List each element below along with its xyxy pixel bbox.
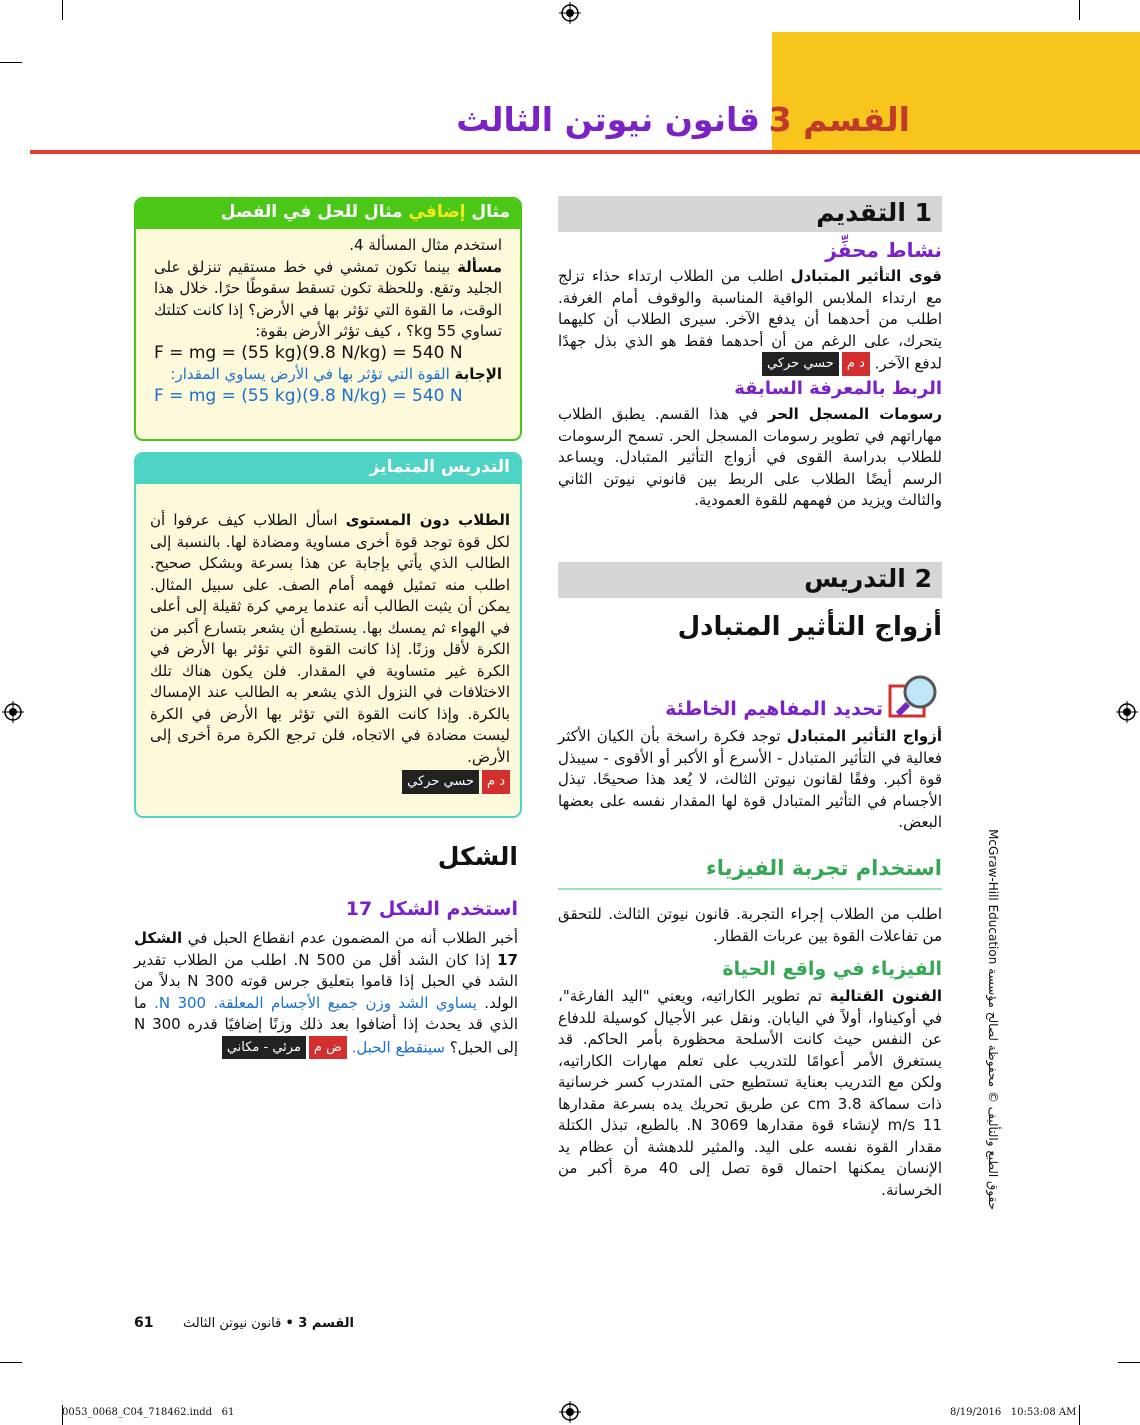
teach-section-bar xyxy=(558,562,942,598)
footer-label-bold: القسم 3 • xyxy=(285,1316,354,1331)
figure-text-2: إذا كان الشد أقل من 500 N. اطلب من الطلاب تقدير الشد في الحبل إذا قاموا بتعليق جرس قوته 300 N بدلاً من الولد. xyxy=(134,950,519,1012)
crop-mark xyxy=(0,62,22,63)
page-title: قانون نيوتن الثالث xyxy=(456,100,760,139)
answer-bold: الإجابة xyxy=(454,365,502,383)
figure-text-1: أخبر الطلاب أنه من المضمون عدم انقطاع الحبل في xyxy=(182,929,518,947)
misconception-text: توجد فكرة راسخة بأن الكيان الأكثر فعالية في التأثير المتبادل - الأسرع أو الأكبر أو الأقوى - سيبذل قوة أكبر. وفقًا لقانون نيوتن الثالث، لا يُعد هذا صحيحًا. تبذل الأجسام في التأثير المتبادل قوة لها المقدار نفسه على بعضها البعض. xyxy=(558,727,942,831)
differentiated-bold: الطلاب دون المستوى xyxy=(345,511,510,529)
figure-use-title: استخدم الشكل 17 xyxy=(345,898,518,920)
example-box-header xyxy=(136,199,520,229)
example-equation: F = mg = (55 kg)(9.8 N/kg) = 540 N xyxy=(154,342,463,363)
registration-mark-icon xyxy=(559,1401,581,1423)
teach-subheading: أزواج التأثير المتبادل xyxy=(677,612,942,642)
example-header-accent: إضافي xyxy=(408,202,466,222)
section-label: القسم 3 xyxy=(768,100,910,139)
activity-title: نشاط محفِّز xyxy=(825,238,942,262)
crop-mark xyxy=(0,1362,22,1363)
figure-text-4: ما الذي قد يحدث إذا أضافوا بعد ذلك وزنًا إضافيًا قدره 300 N إلى الحبل؟ xyxy=(134,993,518,1056)
slug-right: 8/19/2016 10:53:08 AM xyxy=(950,1407,1077,1418)
example-header-suffix: مثال للحل في الفصل xyxy=(220,202,409,222)
prior-bold: رسومات المسجل الحر xyxy=(767,405,942,423)
figure-text-1-bold: الشكل 17 xyxy=(134,929,518,969)
badge-level: د م xyxy=(482,770,510,794)
example-body xyxy=(136,229,520,407)
differentiated-body xyxy=(136,484,520,794)
example-box xyxy=(134,197,522,441)
differentiated-header: التدريس المتمايز xyxy=(136,454,520,484)
example-problem xyxy=(154,257,502,343)
crop-mark xyxy=(1079,0,1080,20)
registration-mark-icon xyxy=(559,2,581,24)
page-number: 61 xyxy=(134,1315,154,1331)
misconception-bold: أزواج التأثير المتبادل xyxy=(786,727,942,745)
physics-paragraph: اطلب من الطلاب إجراء التجربة. قانون نيوتن الثالث. للتحقق من تفاعلات القوة بين عربات القطار. xyxy=(558,905,942,945)
real-life-title: الفيزياء في واقع الحياة xyxy=(722,958,942,980)
badge-style: حسي حركي xyxy=(402,770,479,794)
activity-paragraph xyxy=(558,266,942,376)
badge-style: حسي حركي xyxy=(762,352,839,376)
prior-paragraph xyxy=(558,404,942,512)
misconception-paragraph xyxy=(558,726,942,834)
figure-text-5: سينقطع الحبل. xyxy=(351,1037,445,1056)
prior-title: الربط بالمعرفة السابقة xyxy=(734,378,942,399)
figure-text-3: يساوي الشد وزن جميع الأجسام المعلقة. 300 N. xyxy=(154,993,477,1012)
example-answer xyxy=(154,364,502,386)
crop-mark xyxy=(1079,1405,1080,1425)
header-rule xyxy=(30,150,1140,154)
crop-mark xyxy=(62,0,63,20)
activity-bold: قوى التأثير المتبادل xyxy=(790,267,942,285)
answer-text: القوة التي تؤثر بها في الأرض يساوي المقدار: xyxy=(170,365,455,383)
registration-mark-icon xyxy=(1116,701,1138,723)
example-use-text: استخدم مثال المسألة 4. xyxy=(349,236,502,254)
example-header-prefix: مثال xyxy=(465,202,510,222)
prior-text: في هذا القسم. يطبق الطلاب مهاراتهم في تطوير رسومات المسجل الحر. تسمح الرسومات للطلاب بدراسة القوى في أزواج التأثير المتبادل. ويساعد الرسم أيضًا الطلاب على الربط بين قانوني نيوتن الثاني والثالث ويزيد من فهمهم للقوة العمودية. xyxy=(558,405,942,509)
magnifier-icon xyxy=(888,672,940,720)
slug-left: 0053_0068_C04_718462.indd 61 xyxy=(62,1407,235,1418)
badge-level: ض م xyxy=(309,1036,347,1060)
focus-section-bar xyxy=(558,196,942,232)
activity-text: اطلب من الطلاب ارتداء حذاء تزلج مع ارتداء الملابس الواقية المناسبة والوقوف أمام الغرفة. اطلب من أحدهما أن يدفع الآخر. سيرى الطلاب أن كليهما يتحرك، على الرغم من أن أحدهما فقط هو الذي بذل جهدًا لدفع الآخر. xyxy=(558,267,942,373)
focus-heading: 1 التقديم xyxy=(816,198,932,227)
differentiated-text: اسأل الطلاب كيف عرفوا أن لكل قوة توجد قوة أخرى مساوية ومضادة لها. بالنسبة إلى الطالب الذي يأتي بإجابة عن هذا بسرعة وبشكل صحيح. اطلب منه تمثيل فهمه أمام الصف. على سبيل المثال. يمكن أن يثبت الطالب أنه عندما يرمي كرة ثقيلة إلى أعلى في الهواء ثم يمسك بها. يستطيع أن يشعر بتسارع أكبر من الكرة لأقل وزنًا. إذا كانت القوة التي تؤثر بها الأرض في الكرة غير متساوية في المقدار. فلن يكون هناك تلك الاختلافات في النزول الذي يشعر به الطالب عند الإمساك بالكرة. وإذا كانت القوة التي تؤثر بها الأرض في الكرة ليست مضادة في الاتجاه، فلن ترجع الكرة مرة أخرى إلى الأرض. xyxy=(150,511,510,766)
badge-style: مرئي - مكاني xyxy=(222,1036,306,1060)
problem-text: بينما تكون تمشي في خط مستقيم تنزلق على الجليد وتقع. وللحظة تكون تسقط سقوطًا حرًا. خلال هذا الوقت، ما القوة التي تؤثر بها في الأرض؟ إذا كانت كتلتك تساوي 55 kg؟ ، كيف تؤثر الأرض بقوة: xyxy=(154,257,502,340)
figure-heading: الشكل xyxy=(437,842,518,871)
figure-paragraph xyxy=(134,928,518,1059)
footer-label-text: قانون نيوتن الثالث xyxy=(183,1316,286,1331)
differentiated-box xyxy=(134,452,522,818)
answer-equation: F = mg = (55 kg)(9.8 N/kg) = 540 N xyxy=(154,385,463,406)
green-divider xyxy=(558,888,942,890)
misconception-title: تحديد المفاهيم الخاطئة xyxy=(665,698,883,720)
real-life-paragraph xyxy=(558,986,942,1201)
real-life-bold: الفنون القتالية xyxy=(829,987,942,1005)
copyright-note: حقوق الطبع والتأليف © محفوظة لصالح مؤسسة McGraw-Hill Education xyxy=(986,829,1000,1210)
footer-label xyxy=(134,1316,354,1331)
problem-bold: مسألة xyxy=(457,257,502,276)
crop-mark xyxy=(1118,1362,1140,1363)
real-life-text: تم تطوير الكاراتيه، ويعني "اليد الفارغة"، في أوكيناوا، أولاً في اليابان. ونقل عبر الأجيال كوسيلة للدفاع عن النفس حيث كانت الأسلحة محظورة بأمر الحاكم. قد يستغرق الأمر أعوامًا للتدريب على تعلم مهارات الكاراتيه، ولكن مع التدريب بعناية تستطيع حتى المتدرب كسر خرسانية ذات سماكة 3.8 cm عن طريق تحريك يده بسرعة مقدارها 11 m/s لإنشاء قوة مقدارها 3069 N. بالطبع، تبذل الكتلة مقدار القوة نفسه على اليد. والمثير للدهشة أن عظام يد الإنسان يمكنها احتمال قوة تصل إلى 40 مرة أكبر من الخرسانة. xyxy=(558,987,942,1199)
teach-heading: 2 التدريس xyxy=(804,564,932,593)
badge-level: د م xyxy=(842,352,870,376)
physics-title: استخدام تجربة الفيزياء xyxy=(706,856,942,880)
registration-mark-icon xyxy=(2,701,24,723)
